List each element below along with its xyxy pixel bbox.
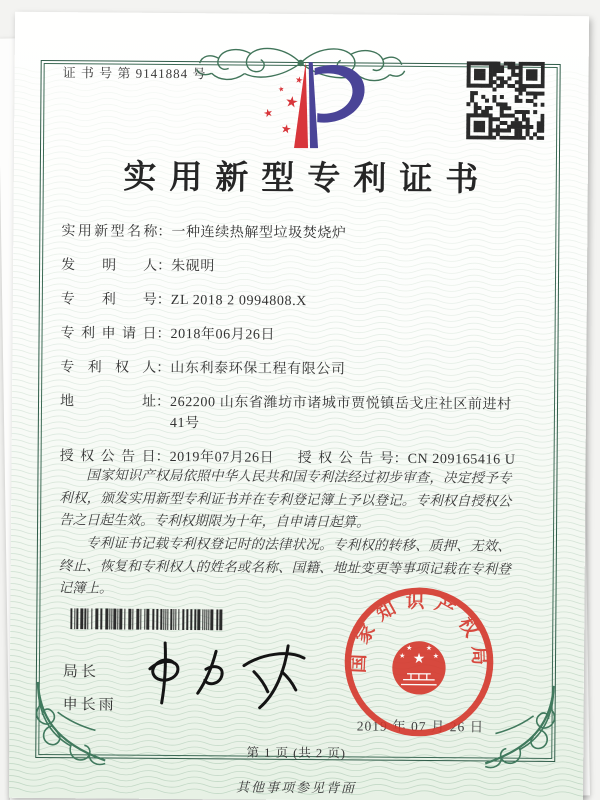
barcode	[70, 608, 226, 630]
field-colon: ：	[157, 258, 172, 274]
field-value: 一种连续热解型垃圾焚烧炉	[171, 224, 347, 242]
svg-text:★: ★	[412, 650, 426, 666]
back-side-note: 其他事项参见背面	[235, 779, 357, 796]
svg-text:★: ★	[399, 652, 406, 660]
field-label: 专利申请日	[60, 326, 157, 342]
field-value: 262200 山东省潍坊市诸城市贾悦镇岳戈庄社区前进村41号	[169, 394, 512, 432]
field-label: 授权公告号	[297, 450, 394, 467]
svg-text:★: ★	[279, 121, 293, 137]
field-row-patentee	[60, 357, 522, 382]
fields-block	[60, 221, 524, 471]
signer-title: 局长	[62, 664, 99, 681]
field-row-address	[60, 391, 522, 437]
seal-text: 国家知识产权局	[348, 591, 490, 675]
svg-text:★: ★	[283, 94, 300, 112]
seal-date: 2019 年 07 月 26 日	[356, 718, 485, 735]
certificate-title: 实用新型专利证书	[123, 159, 492, 199]
field-label: 专利权人	[60, 360, 157, 376]
field-label: 发明人	[61, 258, 158, 274]
cnipa-logo-icon	[242, 54, 383, 167]
certificate-number: 证 书 号 第 9141884 号	[62, 65, 207, 82]
field-colon: ：	[155, 449, 170, 465]
field-label: 授权公告日	[59, 449, 156, 465]
field-row-filing-date	[60, 323, 522, 348]
signature-handwritten	[132, 635, 333, 723]
svg-text:★: ★	[262, 106, 275, 121]
field-label: 地址	[59, 394, 157, 410]
official-seal-cnipa	[339, 582, 498, 741]
qr-code	[466, 61, 545, 140]
grant-number-value: CN 209165416 U	[407, 451, 516, 468]
field-value: 朱砚明	[171, 258, 215, 275]
grant-date-value: 2019年07月26日	[169, 449, 275, 466]
svg-text:★: ★	[294, 74, 305, 86]
field-colon: ：	[155, 394, 171, 410]
field-label: 实用新型名称	[61, 224, 158, 240]
signer-name: 申长雨	[62, 697, 117, 714]
field-label: 专利号	[60, 292, 157, 308]
field-value: 2018年06月26日	[170, 326, 276, 343]
svg-text:★: ★	[406, 644, 413, 653]
field-colon: ：	[157, 224, 172, 240]
certificate-sheet	[9, 12, 589, 800]
national-emblem-icon	[392, 641, 446, 695]
field-value: 山东利泰环保工程有限公司	[170, 360, 346, 378]
field-colon: ：	[393, 451, 408, 467]
field-row-patent-number	[61, 289, 523, 314]
field-row-inventor	[61, 255, 523, 280]
svg-text:★: ★	[432, 653, 439, 661]
legal-paragraph-2: 专利证书记载专利权登记时的法律状况。专利权的转移、质押、无效、终止、恢复和专利权人的姓名或名称、国籍、地址变更等事项记载在专利登记簿上。	[58, 535, 511, 596]
svg-text:★: ★	[425, 645, 433, 653]
signer-block	[63, 656, 118, 722]
page-number: 第 1 页 (共 2 页)	[246, 745, 347, 761]
field-value: ZL 2018 2 0994808.X	[170, 292, 307, 310]
svg-text:★: ★	[277, 84, 286, 94]
legal-paragraph-1: 国家知识产权局依照中华人民共和国专利法经过初步审查，决定授予专利权，颁发实用新型专利证书并在专利登记簿上予以登记。专利权自授权公告之日起生效。专利权期限为十年，自申请日起算。	[59, 467, 512, 530]
field-colon: ：	[156, 360, 171, 376]
field-colon: ：	[156, 326, 171, 342]
field-colon: ：	[156, 292, 171, 308]
field-row-invention-name	[61, 221, 523, 246]
